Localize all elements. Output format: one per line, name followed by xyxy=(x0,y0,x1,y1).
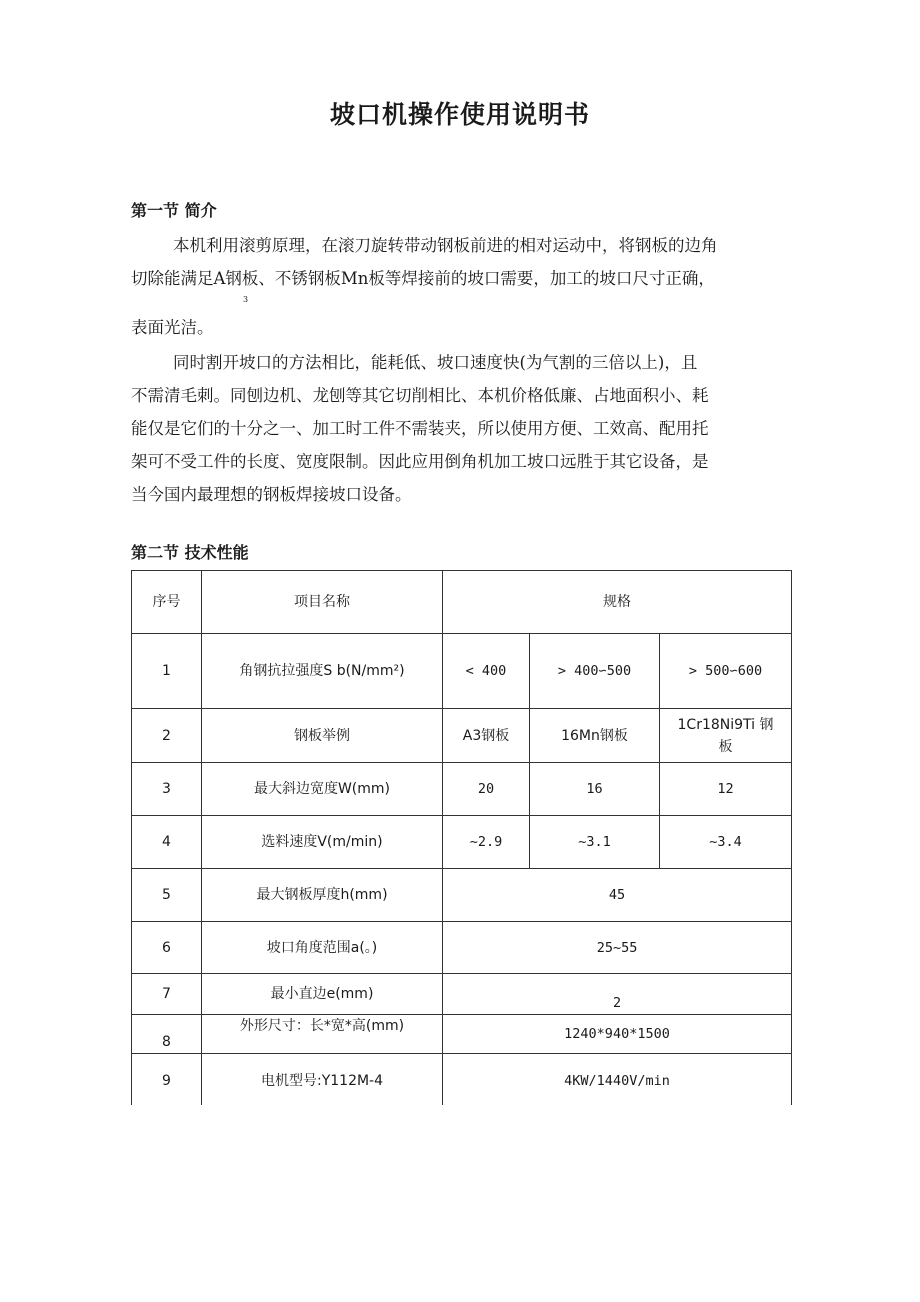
cell-spec-line: 板 xyxy=(718,738,733,755)
cell-no: 3 xyxy=(132,763,202,816)
cell-name: 外形尺寸：长*宽*高(mm) xyxy=(202,1015,443,1054)
cell-name: 角钢抗拉强度S b(N/mm²) xyxy=(202,634,443,709)
document-title: 坡口机操作使用说明书 xyxy=(329,100,590,129)
table-row xyxy=(132,1015,792,1054)
cell-spec: 25~55 xyxy=(443,922,792,974)
text-line: 本机利用滚剪原理，在滚刀旋转带动钢板前进的相对运动中，将钢板的边角 xyxy=(173,236,718,255)
cell-name: 坡口角度范围a(。) xyxy=(202,922,443,974)
text-line: 架可不受工件的长度、宽度限制。因此应用倒角机加工坡口远胜于其它设备，是 xyxy=(131,452,709,471)
cell-no: 6 xyxy=(132,922,202,974)
table-row xyxy=(132,816,792,869)
cell-spec: ~3.4 xyxy=(660,816,792,869)
cell-spec: < 400 xyxy=(443,634,530,709)
section-heading-intro: 第一节 简介 xyxy=(131,201,217,220)
cell-spec: 4KW/1440V/min xyxy=(443,1054,792,1105)
cell-spec: 45 xyxy=(443,869,792,922)
cell-name: 最大斜边宽度W(mm) xyxy=(202,763,443,816)
text-line: 能仅是它们的十分之一、加工时工件不需装夹，所以使用方便、工效高、配用托 xyxy=(131,419,709,438)
section-heading-specs: 第二节 技术性能 xyxy=(131,543,249,562)
table-row xyxy=(132,1054,792,1105)
cell-name: 最大钢板厚度h(mm) xyxy=(202,869,443,922)
cell-spec: 1240*940*1500 xyxy=(443,1015,792,1054)
footnote-mark: 3 xyxy=(243,295,249,304)
table-header-row xyxy=(132,571,792,634)
cell-spec: A3钢板 xyxy=(443,709,530,763)
text-line: 切除能满足A钢板、不锈钢板Mn板等焊接前的坡口需要，加工的坡口尺寸正确， xyxy=(131,269,715,288)
table-row xyxy=(132,869,792,922)
cell-name: 电机型号:Y112M-4 xyxy=(202,1054,443,1105)
cell-spec: 16 xyxy=(530,763,660,816)
cell-no: 5 xyxy=(132,869,202,922)
cell-no: 8 xyxy=(132,1015,202,1054)
table-row xyxy=(132,709,792,763)
text-line: 表面光洁。 xyxy=(131,318,214,337)
cell-name: 钢板举例 xyxy=(202,709,443,763)
cell-spec: ~2.9 xyxy=(443,816,530,869)
text-line: 当今国内最理想的钢板焊接坡口设备。 xyxy=(131,485,412,504)
cell-spec: 16Mn钢板 xyxy=(530,709,660,763)
cell-spec: 20 xyxy=(443,763,530,816)
cell-name: 选料速度V(m/min) xyxy=(202,816,443,869)
cell-spec-line: 1Cr18Ni9Ti 钢 xyxy=(677,716,774,733)
table-row xyxy=(132,763,792,816)
intro-paragraph-1 xyxy=(131,229,791,344)
table-row xyxy=(132,922,792,974)
spec-table xyxy=(131,570,792,1105)
header-no: 序号 xyxy=(132,571,202,634)
text-line: 同时割开坡口的方法相比，能耗低、坡口速度快(为气割的三倍以上)，且 xyxy=(173,353,698,372)
cell-name: 最小直边e(mm) xyxy=(202,974,443,1015)
cell-no: 2 xyxy=(132,709,202,763)
cell-spec: 12 xyxy=(660,763,792,816)
cell-no: 7 xyxy=(132,974,202,1015)
header-spec: 规格 xyxy=(443,571,792,634)
cell-no: 4 xyxy=(132,816,202,869)
intro-paragraph-2 xyxy=(131,346,791,511)
table-row xyxy=(132,974,792,1015)
table-row xyxy=(132,634,792,709)
cell-spec xyxy=(660,709,792,763)
cell-spec: > 400∽500 xyxy=(530,634,660,709)
cell-no: 9 xyxy=(132,1054,202,1105)
cell-spec: > 500∽600 xyxy=(660,634,792,709)
header-name: 项目名称 xyxy=(202,571,443,634)
cell-no: 1 xyxy=(132,634,202,709)
text-line: 不需清毛刺。同刨边机、龙刨等其它切削相比、本机价格低廉、占地面积小、耗 xyxy=(131,386,709,405)
cell-spec: 2 xyxy=(443,974,792,1015)
cell-spec: ~3.1 xyxy=(530,816,660,869)
